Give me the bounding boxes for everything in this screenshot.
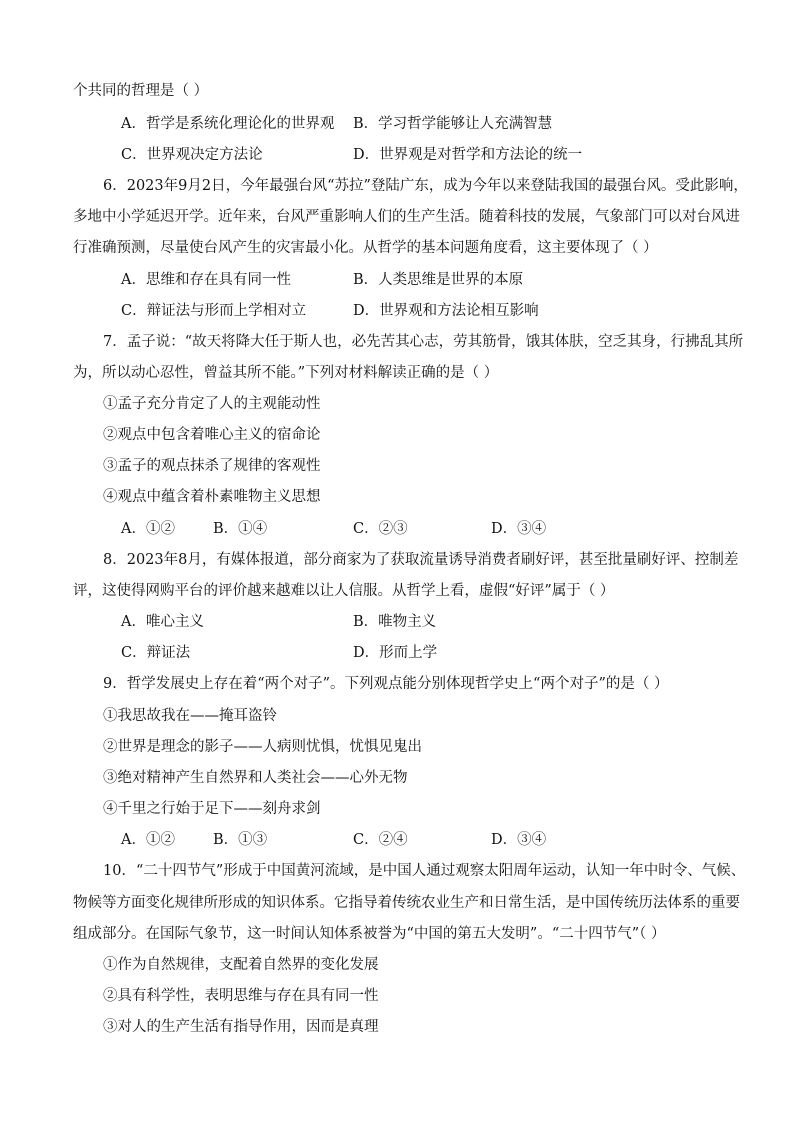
q7-statement: ①孟子充分肯定了人的主观能动性 <box>103 396 321 412</box>
q8-stem-line: 评，这使得网购平台的评价越来越难以让人信服。从哲学上看，虚假“好评”属于（ ） <box>73 583 615 599</box>
q10-stem-line: 10．“二十四节气”形成于中国黄河流域，是中国人通过观察太阳周年运动，认知一年中时令、气候、 <box>103 863 746 879</box>
q7-statement: ③孟子的观点抹杀了规律的客观性 <box>103 458 321 474</box>
q9-option-a: A．①② <box>121 832 175 848</box>
q9-statement: ①我思故我在——掩耳盗铃 <box>103 708 277 724</box>
q10-stem-line: 物候等方面变化规律所形成的知识体系。它指导着传统农业生产和日常生活，是中国传统历法体系的重要 <box>73 895 740 911</box>
q5-option-b: B．学习哲学能够让人充满智慧 <box>353 116 553 132</box>
q10-statement: ③对人的生产生活有指导作用，因而是真理 <box>103 1019 379 1035</box>
q8-option-c: C．辩证法 <box>121 645 191 661</box>
q5-option-c: C．世界观决定方法论 <box>121 147 263 163</box>
q9-option-b: B．①③ <box>213 832 268 848</box>
q9-statement: ③绝对精神产生自然界和人类社会——心外无物 <box>103 770 408 786</box>
q7-stem-line: 7．孟子说：“故天将降大任于斯人也，必先苦其心志，劳其筋骨，饿其体肤，空乏其身，行拂乱其所 <box>103 334 744 350</box>
q7-statement: ②观点中包含着唯心主义的宿命论 <box>103 427 321 443</box>
q5-option-d: D．世界观是对哲学和方法论的统一 <box>353 147 583 163</box>
q9-option-d: D．③④ <box>491 832 547 848</box>
q10-statement: ①作为自然规律，支配着自然界的变化发展 <box>103 957 379 973</box>
q6-stem-line: 6．2023年9月2日，今年最强台风“苏拉”登陆广东，成为今年以来登陆我国的最强台风。受此影响， <box>103 178 748 194</box>
q7-option-b: B．①④ <box>213 521 268 537</box>
q8-option-d: D．形而上学 <box>353 645 438 661</box>
q8-option-b: B．唯物主义 <box>353 614 437 630</box>
q6-stem-line: 行准确预测，尽量使台风产生的灾害最小化。从哲学的基本问题角度看，这主要体现了（ ） <box>73 240 658 256</box>
question-5-stem-tail: 个共同的哲理是（ ） <box>73 83 209 99</box>
q6-option-c: C．辩证法与形而上学相对立 <box>121 303 307 319</box>
q7-statement: ④观点中蕴含着朴素唯物主义思想 <box>103 489 321 505</box>
q9-statement: ④千里之行始于足下——刻舟求剑 <box>103 801 321 817</box>
q5-option-a: A．哲学是系统化理论化的世界观 <box>121 116 335 132</box>
q6-option-d: D．世界观和方法论相互影响 <box>353 303 539 319</box>
q7-stem-line: 为，所以动心忍性，曾益其所不能。”下列对材料解读正确的是（ ） <box>73 365 499 381</box>
q9-option-c: C．②④ <box>353 832 408 848</box>
q6-option-b: B．人类思维是世界的本原 <box>353 272 524 288</box>
q9-statement: ②世界是理念的影子——人病则忧惧，忧惧见鬼出 <box>103 739 422 755</box>
q6-option-a: A．思维和存在具有同一性 <box>121 272 291 288</box>
q10-stem-line: 组成部分。在国际气象节，这一时间认知体系被誉为“中国的第五大发明”。“二十四节气”（ ） <box>73 926 666 942</box>
q8-option-a: A．唯心主义 <box>121 614 204 630</box>
q9-stem-line: 9．哲学发展史上存在着“两个对子”。下列观点能分别体现哲学史上“两个对子”的是（ ） <box>103 676 669 692</box>
q6-stem-line: 多地中小学延迟开学。近年来，台风严重影响人们的生产生活。随着科技的发展，气象部门可以对台风进 <box>73 209 740 225</box>
q7-option-c: C．②③ <box>353 521 408 537</box>
q10-statement: ②具有科学性，表明思维与存在具有同一性 <box>103 988 379 1004</box>
q8-stem-line: 8．2023年8月，有媒体报道，部分商家为了获取流量诱导消费者刷好评，甚至批量刷好评、控制差 <box>103 552 739 568</box>
q7-option-a: A．①② <box>121 521 175 537</box>
q7-option-d: D．③④ <box>491 521 547 537</box>
